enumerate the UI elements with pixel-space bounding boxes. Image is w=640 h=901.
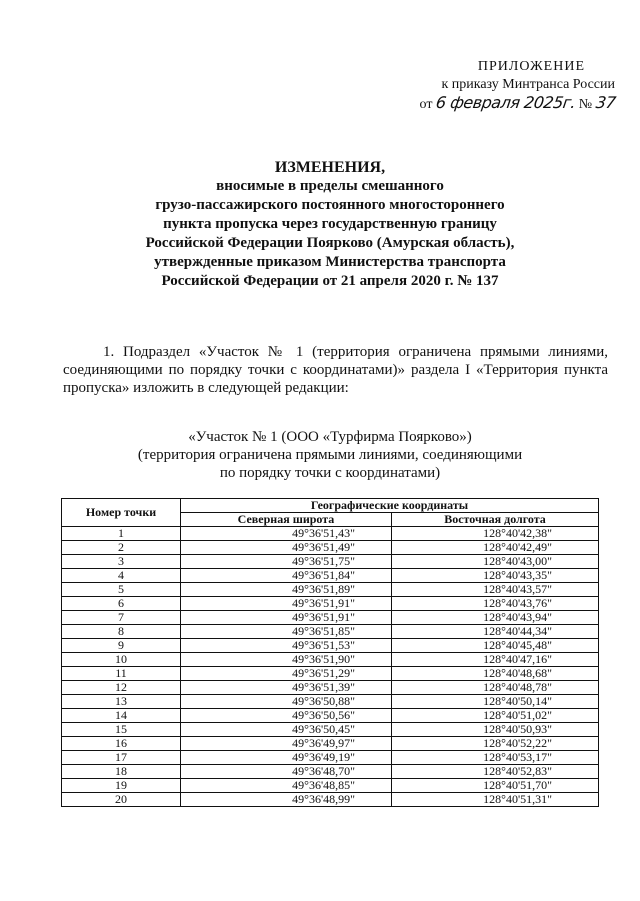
point-number-cell: 10 [62, 653, 181, 667]
point-number-cell: 3 [62, 555, 181, 569]
longitude-cell: 128°40'43,00" [392, 555, 599, 569]
appendix-date-line [415, 94, 615, 114]
point-number-cell: 2 [62, 541, 181, 555]
heading-line-5: Российской Федерации Поярково (Амурская область), [145, 235, 515, 251]
latitude-cell: 49°36'50,88" [181, 695, 392, 709]
point-number-cell: 14 [62, 709, 181, 723]
table-row [62, 569, 599, 583]
longitude-cell: 128°40'43,35" [392, 569, 599, 583]
heading-line-2: вносимые в пределы смешанного [216, 178, 444, 194]
latitude-cell: 49°36'51,91" [181, 611, 392, 625]
latitude-cell: 49°36'51,53" [181, 639, 392, 653]
latitude-cell: 49°36'51,90" [181, 653, 392, 667]
header-point-number: Номер точки [62, 499, 181, 527]
longitude-cell: 128°40'42,49" [392, 541, 599, 555]
heading-line-6: утвержденные приказом Министерства транспорта [154, 254, 506, 270]
longitude-cell: 128°40'45,48" [392, 639, 599, 653]
latitude-cell: 49°36'51,39" [181, 681, 392, 695]
latitude-cell: 49°36'51,85" [181, 625, 392, 639]
longitude-cell: 128°40'50,14" [392, 695, 599, 709]
appendix-order-ref: к приказу Минтранса России [441, 77, 615, 92]
point-number-cell: 8 [62, 625, 181, 639]
point-number-cell: 7 [62, 611, 181, 625]
longitude-cell: 128°40'52,83" [392, 765, 599, 779]
point-number-cell: 20 [62, 793, 181, 807]
table-row [62, 793, 599, 807]
body-paragraph: 1. Подраздел «Участок № 1 (территория ограничена прямыми линиями, соединяющими по порядку точки с координатами)» раздела I «Территория пункта пропуска» изложить в следующей редакции: [63, 344, 608, 396]
table-row [62, 765, 599, 779]
point-number-cell: 16 [62, 737, 181, 751]
table-row [62, 737, 599, 751]
section-title-line-1: «Участок № 1 (ООО «Турфирма Поярково») [188, 429, 472, 445]
date-prefix: от [419, 97, 433, 112]
longitude-cell: 128°40'48,68" [392, 667, 599, 681]
point-number-cell: 9 [62, 639, 181, 653]
longitude-cell: 128°40'50,93" [392, 723, 599, 737]
coordinates-table [61, 498, 599, 807]
section-title-line-3: по порядку точки с координатами) [219, 465, 441, 481]
latitude-cell: 49°36'51,43" [181, 527, 392, 541]
latitude-cell: 49°36'48,99" [181, 793, 392, 807]
coordinates-table-body [62, 527, 599, 807]
heading-line-3: грузо-пассажирского постоянного многостороннего [155, 197, 505, 213]
table-row [62, 555, 599, 569]
longitude-cell: 128°40'52,22" [392, 737, 599, 751]
latitude-cell: 49°36'51,29" [181, 667, 392, 681]
point-number-cell: 1 [62, 527, 181, 541]
handwritten-number: 37 [594, 93, 617, 112]
number-prefix: № [578, 97, 593, 112]
latitude-cell: 49°36'51,49" [181, 541, 392, 555]
heading-title: ИЗМЕНЕНИЯ, [274, 159, 386, 176]
latitude-cell: 49°36'49,19" [181, 751, 392, 765]
header-latitude: Северная широта [181, 513, 392, 527]
table-row [62, 667, 599, 681]
latitude-cell: 49°36'51,91" [181, 597, 392, 611]
table-row [62, 583, 599, 597]
latitude-cell: 49°36'51,75" [181, 555, 392, 569]
longitude-cell: 128°40'43,76" [392, 597, 599, 611]
latitude-cell: 49°36'48,85" [181, 779, 392, 793]
table-row [62, 681, 599, 695]
longitude-cell: 128°40'47,16" [392, 653, 599, 667]
header-geo-coords: Географические координаты [181, 499, 599, 513]
longitude-cell: 128°40'42,38" [392, 527, 599, 541]
table-row [62, 527, 599, 541]
appendix-header [415, 58, 615, 114]
longitude-cell: 128°40'51,31" [392, 793, 599, 807]
handwritten-date: 6 февраля 2025г. [434, 93, 577, 112]
table-row [62, 709, 599, 723]
longitude-cell: 128°40'53,17" [392, 751, 599, 765]
table-row [62, 541, 599, 555]
heading-line-4: пункта пропуска через государственную границу [163, 216, 497, 232]
longitude-cell: 128°40'44,34" [392, 625, 599, 639]
point-number-cell: 18 [62, 765, 181, 779]
longitude-cell: 128°40'51,70" [392, 779, 599, 793]
longitude-cell: 128°40'48,78" [392, 681, 599, 695]
longitude-cell: 128°40'43,57" [392, 583, 599, 597]
table-row [62, 625, 599, 639]
table-row [62, 653, 599, 667]
longitude-cell: 128°40'43,94" [392, 611, 599, 625]
latitude-cell: 49°36'50,56" [181, 709, 392, 723]
table-row [62, 751, 599, 765]
point-number-cell: 6 [62, 597, 181, 611]
latitude-cell: 49°36'48,70" [181, 765, 392, 779]
latitude-cell: 49°36'51,84" [181, 569, 392, 583]
point-number-cell: 12 [62, 681, 181, 695]
point-number-cell: 5 [62, 583, 181, 597]
table-row [62, 597, 599, 611]
point-number-cell: 13 [62, 695, 181, 709]
section-title-line-2: (территория ограничена прямыми линиями, соединяющими [137, 447, 523, 463]
point-number-cell: 17 [62, 751, 181, 765]
section-title [90, 428, 570, 482]
table-row [62, 639, 599, 653]
point-number-cell: 15 [62, 723, 181, 737]
header-longitude: Восточная долгота [392, 513, 599, 527]
longitude-cell: 128°40'51,02" [392, 709, 599, 723]
point-number-cell: 4 [62, 569, 181, 583]
point-number-cell: 19 [62, 779, 181, 793]
table-row [62, 611, 599, 625]
latitude-cell: 49°36'51,89" [181, 583, 392, 597]
latitude-cell: 49°36'49,97" [181, 737, 392, 751]
point-number-cell: 11 [62, 667, 181, 681]
table-row [62, 779, 599, 793]
heading-line-7: Российской Федерации от 21 апреля 2020 г. № 137 [161, 273, 499, 289]
latitude-cell: 49°36'50,45" [181, 723, 392, 737]
table-row [62, 723, 599, 737]
appendix-title: ПРИЛОЖЕНИЕ [477, 59, 585, 74]
table-row [62, 695, 599, 709]
document-heading [60, 158, 600, 291]
